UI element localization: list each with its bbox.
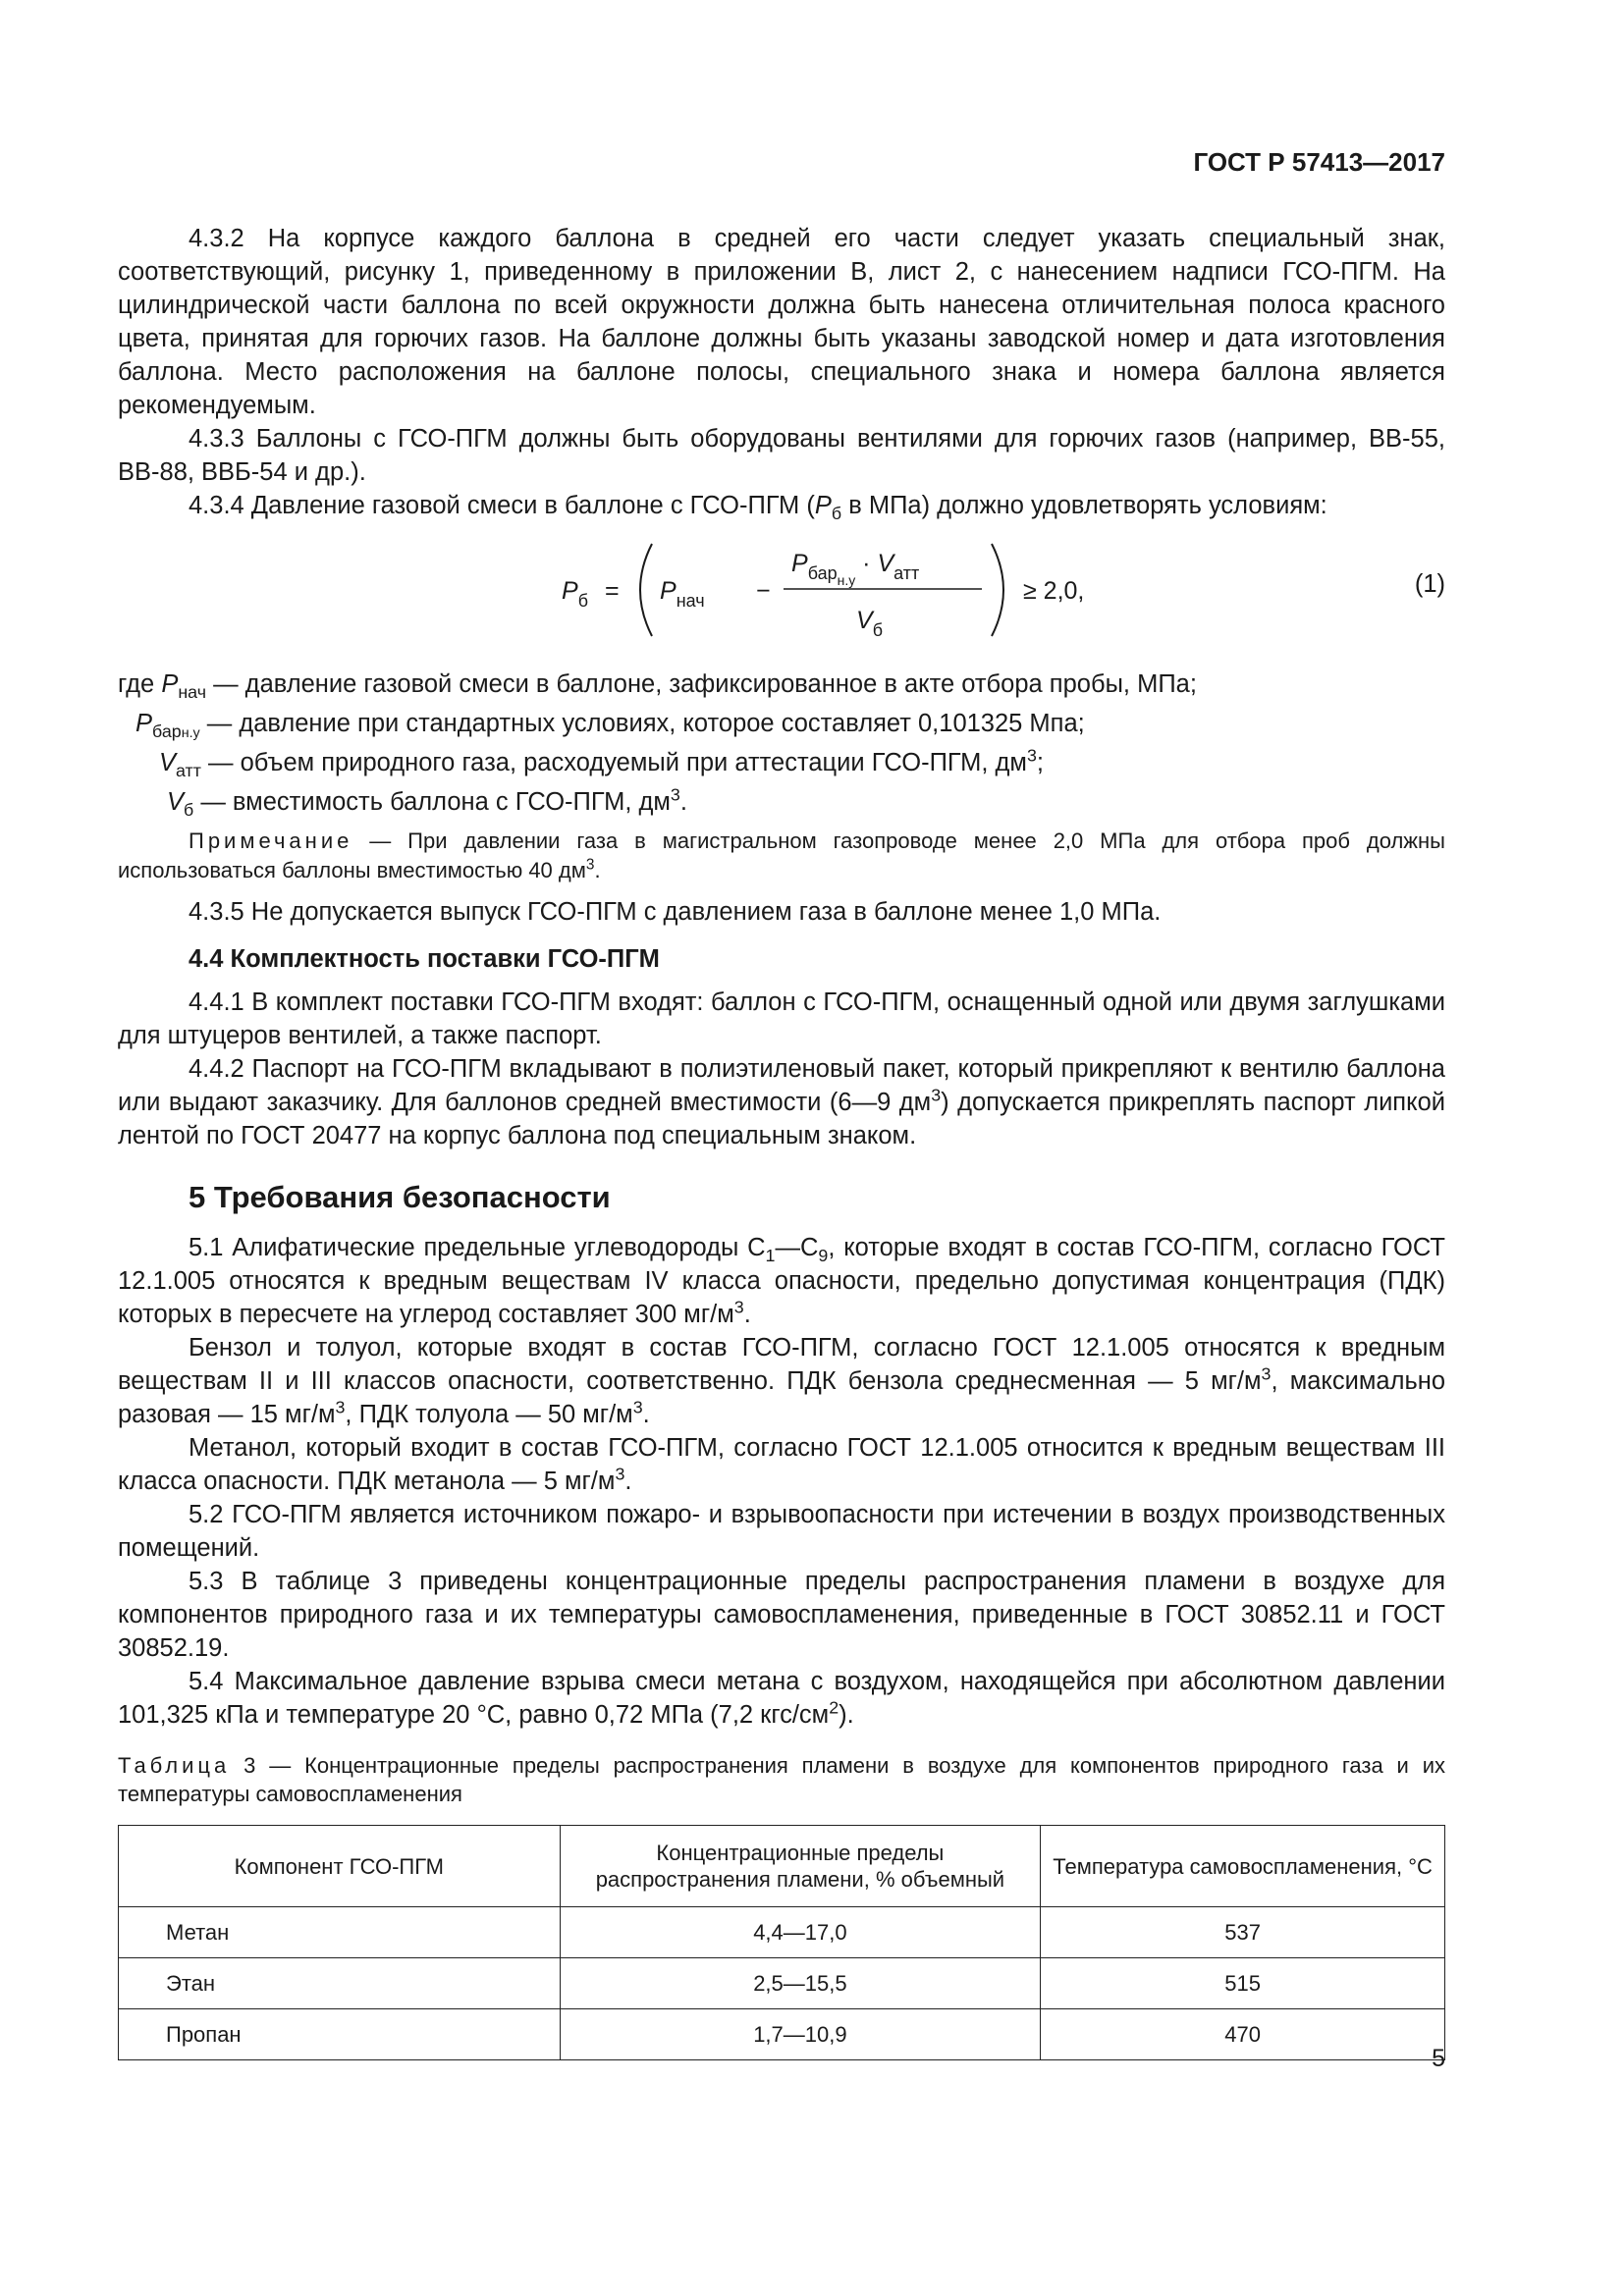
- table-3: [118, 1825, 1445, 2060]
- clause-5-1: 5.1 Алифатические предельные углеводороды $С_1—С_9$, которые входят в состав ГСО-ПГМ, согласно ГОСТ 12.1.005 относятся к вредным веществам IV класса опасности, предельно допустимая концентрация (ПДК) которых в пересчете на углерод составляет 300 $мг/м^3$.: [118, 1234, 1445, 1328]
- formula-legend: [118, 667, 1445, 819]
- table-row: [119, 2009, 1445, 2060]
- legend-v-b: $V_б$ — вместимость баллона с ГСО-ПГМ, $дм^3$.: [167, 784, 687, 821]
- table-header-row: [119, 1826, 1445, 1907]
- header-component: Компонент ГСО-ПГМ: [119, 1826, 561, 1907]
- section-4-4-title: 4.4 Комплектность поставки ГСО-ПГМ: [189, 945, 660, 973]
- document-body: [118, 222, 1445, 2060]
- clause-5-2: 5.2 ГСО-ПГМ является источником пожаро- и взрывоопасности при истечении в воздух производственных помещений.: [118, 1501, 1445, 1562]
- paragraph-methanol: Метанол, который входит в состав ГСО-ПГМ, согласно ГОСТ 12.1.005 относится к вредным веществам III класса опасности. ПДК метанола — 5 $мг/м^3$.: [118, 1434, 1445, 1495]
- clause-4-4-2: 4.4.2 Паспорт на ГСО-ПГМ вкладывают в полиэтиленовый пакет, который прикрепляют к вентилю баллона или выдают заказчику. Для баллонов средней вместимости (6—9 $дм^3$) допускается прикреплять паспорт липкой лентой по ГОСТ 20477 на корпус баллона под специальным знаком.: [118, 1055, 1445, 1149]
- document-code-header: ГОСТ Р 57413—2017: [1193, 147, 1445, 177]
- paragraph-benzene: Бензол и толуол, которые входят в состав ГСО-ПГМ, согласно ГОСТ 12.1.005 относятся к вредным веществам II и III классов опасности, соответственно. ПДК бензола среднесменная — 5 $мг/м^3$, максимально разовая — 15 $мг/м^3$, ПДК толуола — 50 $мг/м^3$.: [118, 1334, 1445, 1428]
- cell-temperature: 515: [1041, 1958, 1445, 2009]
- svg-text:Vб: $V_б$: [856, 607, 883, 640]
- table-row: [119, 1907, 1445, 1958]
- clause-4-3-3: 4.3.3 Баллоны с ГСО-ПГМ должны быть оборудованы вентилями для горючих газов (например, ВВ-55, ВВ-88, ВВБ-54 и др.).: [118, 425, 1445, 486]
- clause-4-3-5: 4.3.5 Не допускается выпуск ГСО-ПГМ с давлением газа в баллоне менее 1,0 МПа.: [189, 898, 1162, 926]
- clause-5-4: 5.4 Максимальное давление взрыва смеси метана с воздухом, находящейся при абсолютном давлении 101,325 кПа и температуре 20 °С, равно 0,72 МПа (7,2 кгс/$см^2$).: [118, 1668, 1445, 1729]
- formula-number: (1): [1414, 570, 1445, 598]
- cell-limits: 2,5—15,5: [560, 1958, 1041, 2009]
- clause-4-3-4: 4.3.4 Давление газовой смеси в баллоне с ГСО-ПГМ ($P_б$ в МПа) должно удовлетворять условиям:: [189, 492, 1327, 524]
- cell-component: Пропан: [119, 2009, 561, 2060]
- svg-text:Pбарн.у · Vатт: $P_{барн.у} \cdot V_{атт}$: [791, 550, 920, 588]
- formula-1: [118, 524, 1445, 656]
- note: Примечание — При давлении газа в магистральном газопроводе менее 2,0 МПа для отбора проб должны использоваться баллоны вместимостью 40 $дм^3$.: [118, 828, 1445, 882]
- cell-limits: 1,7—10,9: [560, 2009, 1041, 2060]
- svg-text:Pнач: $P_{нач}$: [660, 577, 705, 611]
- section-5-title: 5 Требования безопасности: [189, 1180, 611, 1214]
- legend-v-att: $V_{атт}$ — объем природного газа, расходуемый при аттестации ГСО-ПГМ, $дм^3$;: [159, 745, 1044, 781]
- header-temperature: Температура самовоспламенения, °С: [1041, 1826, 1445, 1907]
- svg-text:≥ 2,0,: ≥ 2,0,: [1023, 577, 1085, 605]
- svg-text:=: =: [605, 577, 620, 605]
- table-3-caption: Таблица 3 — Концентрационные пределы распространения пламени в воздухе для компонентов природного газа и их температуры самовоспламенения: [118, 1753, 1445, 1806]
- cell-limits: 4,4—17,0: [560, 1907, 1041, 1958]
- table-row: [119, 1958, 1445, 2009]
- clause-4-4-1: 4.4.1 В комплект поставки ГСО-ПГМ входят: баллон с ГСО-ПГМ, оснащенный одной или двумя заглушками для штуцеров вентилей, а также паспорт.: [118, 988, 1445, 1049]
- svg-text:−: −: [756, 577, 771, 605]
- legend-p-bar: $P_{барн.у}$ — давление при стандартных условиях, которое составляет 0,101325 Мпа;: [135, 710, 1085, 742]
- cell-temperature: 537: [1041, 1907, 1445, 1958]
- page-number: 5: [1432, 2045, 1445, 2072]
- cell-temperature: 470: [1041, 2009, 1445, 2060]
- header-limits: Концентрационные пределы распространения пламени, % объемный: [560, 1826, 1041, 1907]
- clause-4-3-2: 4.3.2 На корпусе каждого баллона в средней его части следует указать специальный знак, соответствующий, рисунку 1, приведенному в приложении В, лист 2, с нанесением надписи ГСО-ПГМ. На цилиндрической части баллона по всей окружности должна быть нанесена отличительная полоса красного цвета, принятая для горючих газов. На баллоне должны быть указаны заводской номер и дата изготовления баллона. Место расположения на баллоне полосы, специального знака и номера баллона является рекомендуемым.: [118, 225, 1445, 419]
- cell-component: Этан: [119, 1958, 561, 2009]
- legend-p-start: где $P_{нач}$ — давление газовой смеси в баллоне, зафиксированное в акте отбора пробы, МПа;: [118, 670, 1197, 703]
- svg-text:Pб: $P_б$: [562, 577, 588, 611]
- cell-component: Метан: [119, 1907, 561, 1958]
- formula-graphic: [562, 524, 1111, 656]
- clause-5-3: 5.3 В таблице 3 приведены концентрационные пределы распространения пламени в воздухе для компонентов природного газа и их температуры самовоспламенения, приведенные в ГОСТ 30852.11 и ГОСТ 30852.19.: [118, 1568, 1445, 1662]
